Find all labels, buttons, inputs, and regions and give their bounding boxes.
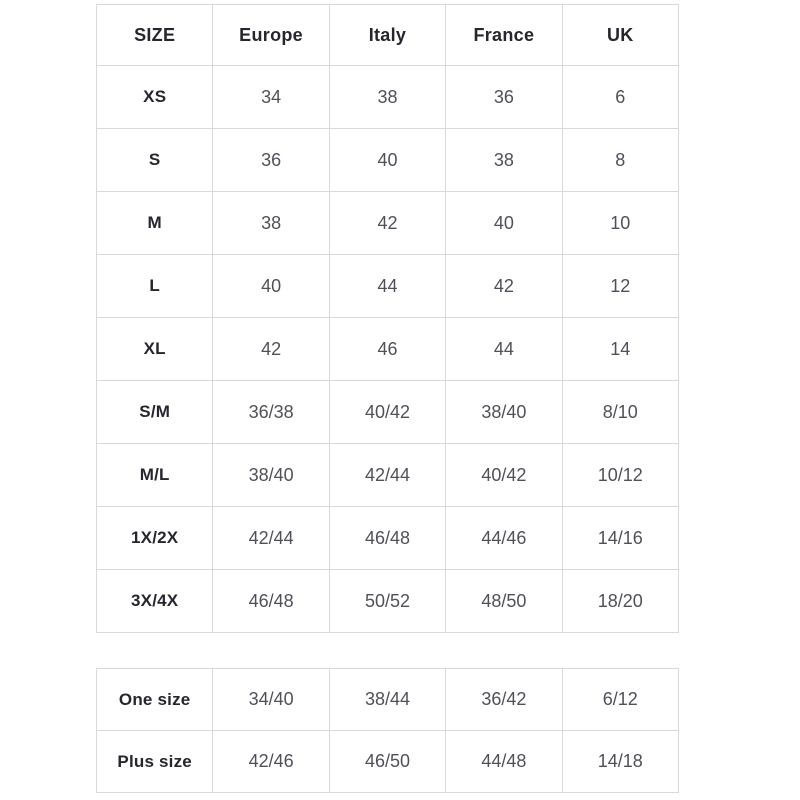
- size-value-cell: 44/48: [446, 731, 562, 793]
- row-label: XL: [97, 318, 213, 381]
- size-value-cell: 40: [329, 129, 445, 192]
- row-label: L: [97, 255, 213, 318]
- row-label: 1X/2X: [97, 507, 213, 570]
- one-size-plus-size-table: [96, 668, 679, 793]
- row-label: M/L: [97, 444, 213, 507]
- size-value-cell: 38: [329, 66, 445, 129]
- size-value-cell: 14/18: [562, 731, 678, 793]
- size-row: [97, 669, 679, 731]
- size-value-cell: 44/46: [446, 507, 562, 570]
- size-value-cell: 10: [562, 192, 678, 255]
- size-value-cell: 8: [562, 129, 678, 192]
- column-header: UK: [562, 5, 678, 66]
- size-value-cell: 18/20: [562, 570, 678, 633]
- size-row: [97, 570, 679, 633]
- row-label: XS: [97, 66, 213, 129]
- size-value-cell: 40: [446, 192, 562, 255]
- addon-table-body: [97, 669, 679, 793]
- size-value-cell: 38/44: [329, 669, 445, 731]
- size-row: [97, 444, 679, 507]
- size-value-cell: 36/42: [446, 669, 562, 731]
- row-label: 3X/4X: [97, 570, 213, 633]
- column-header: Europe: [213, 5, 329, 66]
- size-value-cell: 42/44: [213, 507, 329, 570]
- size-row: [97, 66, 679, 129]
- size-value-cell: 48/50: [446, 570, 562, 633]
- size-value-cell: 50/52: [329, 570, 445, 633]
- size-value-cell: 10/12: [562, 444, 678, 507]
- size-value-cell: 8/10: [562, 381, 678, 444]
- size-value-cell: 38: [446, 129, 562, 192]
- size-table-body: [97, 66, 679, 633]
- size-row: [97, 192, 679, 255]
- size-value-cell: 38: [213, 192, 329, 255]
- size-value-cell: 42: [446, 255, 562, 318]
- size-value-cell: 40: [213, 255, 329, 318]
- size-value-cell: 46/48: [329, 507, 445, 570]
- size-row: [97, 507, 679, 570]
- row-label: One size: [97, 669, 213, 731]
- size-table-header: [97, 5, 679, 66]
- size-value-cell: 6/12: [562, 669, 678, 731]
- size-value-cell: 6: [562, 66, 678, 129]
- size-row: [97, 731, 679, 793]
- size-value-cell: 34/40: [213, 669, 329, 731]
- size-value-cell: 46: [329, 318, 445, 381]
- size-value-cell: 34: [213, 66, 329, 129]
- size-value-cell: 36/38: [213, 381, 329, 444]
- row-label: S: [97, 129, 213, 192]
- size-value-cell: 42: [213, 318, 329, 381]
- size-value-cell: 38/40: [446, 381, 562, 444]
- size-value-cell: 42/44: [329, 444, 445, 507]
- row-label: M: [97, 192, 213, 255]
- size-value-cell: 14/16: [562, 507, 678, 570]
- size-value-cell: 12: [562, 255, 678, 318]
- size-value-cell: 44: [446, 318, 562, 381]
- size-conversion-table: [96, 4, 679, 633]
- size-value-cell: 40/42: [329, 381, 445, 444]
- column-header: France: [446, 5, 562, 66]
- column-header: Italy: [329, 5, 445, 66]
- size-value-cell: 42/46: [213, 731, 329, 793]
- size-row: [97, 318, 679, 381]
- size-value-cell: 42: [329, 192, 445, 255]
- size-row: [97, 129, 679, 192]
- size-row: [97, 381, 679, 444]
- size-value-cell: 44: [329, 255, 445, 318]
- size-value-cell: 38/40: [213, 444, 329, 507]
- column-header: SIZE: [97, 5, 213, 66]
- size-value-cell: 40/42: [446, 444, 562, 507]
- size-value-cell: 36: [446, 66, 562, 129]
- size-row: [97, 255, 679, 318]
- row-label: S/M: [97, 381, 213, 444]
- size-value-cell: 14: [562, 318, 678, 381]
- header-row: [97, 5, 679, 66]
- row-label: Plus size: [97, 731, 213, 793]
- size-value-cell: 46/48: [213, 570, 329, 633]
- size-value-cell: 46/50: [329, 731, 445, 793]
- size-value-cell: 36: [213, 129, 329, 192]
